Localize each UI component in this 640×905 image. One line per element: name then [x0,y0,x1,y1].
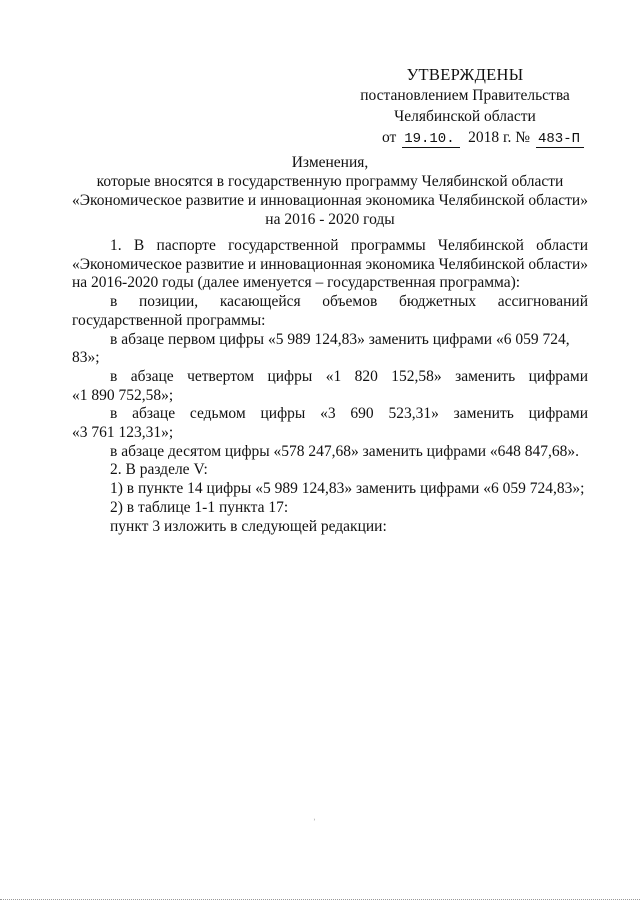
paragraph-table-1-1: 2) в таблице 1-1 пункта 17: [110,498,289,516]
title-line-3: «Экономическое развитие и инновационная экономика Челябинской области» [72,192,588,209]
paragraph-budget-allocations-cont: государственной программы: [72,311,266,329]
paragraph-fourth-abzac: в абзаце четвертом цифры «1 820 152,58» заменить цифрами [110,367,588,385]
paragraph-tenth-abzac: в абзаце десятом цифры «578 247,68» заменить цифрами «648 847,68». [110,442,580,460]
paragraph-first-abzac: в абзаце первом цифры «5 989 124,83» заменить цифрами «6 059 724, 83»; [72,330,570,367]
approval-heading: УТВЕРЖДЕНЫ [406,65,524,84]
approval-date: 19.10. [402,132,460,148]
paragraph-passport: 1. В паспорте государственной программы Челябинской области «Экономическое развитие и инновационная экономика Челябинской области» на 2016-2020 годы (далее именуется – государственная программа): [72,237,588,292]
approval-block [360,64,580,148]
paragraph-budget-allocations: в позиции, касающейся объемов бюджетных ассигнований [110,293,588,311]
stray-scan-mark: ʾ [313,818,316,827]
title-line-1: Изменения, [291,154,369,171]
paragraph-seventh-abzac-cont: «3 761 123,31»; [72,424,174,442]
paragraph-point-14: 1) в пункте 14 цифры «5 989 124,83» заменить цифрами «6 059 724,83»; [110,480,585,498]
document-title [40,153,620,229]
document-body [72,237,588,536]
paragraph-point-3: пункт 3 изложить в следующей редакции: [110,517,387,535]
title-line-2: которые вносятся в государственную программу Челябинской области [96,173,564,190]
page-bottom-edge [0,899,640,900]
approval-line-region: Челябинской области [394,108,536,125]
approval-year: 2018 г. № [468,129,531,146]
approval-number: 483-П [536,132,584,148]
approval-date-line [360,127,580,148]
approval-line-government: постановлением Правительства [360,87,570,104]
paragraph-fourth-abzac-cont: «1 890 752,58»; [72,386,174,404]
paragraph-section-v: 2. В разделе V: [110,461,208,479]
paragraph-seventh-abzac: в абзаце седьмом цифры «3 690 523,31» заменить цифрами [110,405,588,423]
title-line-4: на 2016 - 2020 годы [265,211,395,228]
approval-prefix: от [382,129,397,146]
